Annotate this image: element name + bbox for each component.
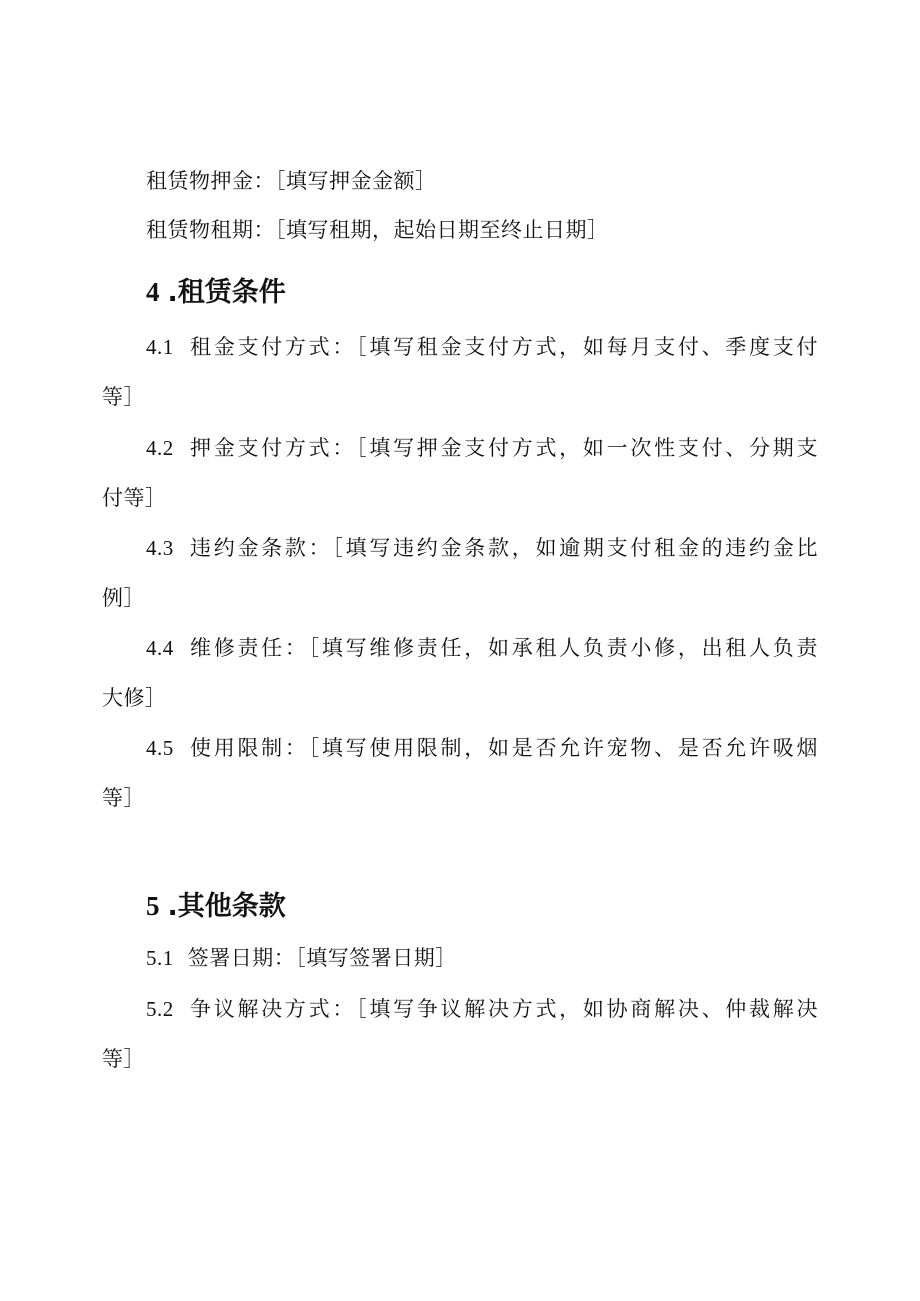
clause-5-1-number: 5.1 [146,946,174,970]
clause-4-4 [146,633,818,663]
clause-4-2-number: 4.2 [146,436,174,460]
clause-4-1-text: 租金支付方式：［填写租金支付方式，如每月支付、季度支付 [187,335,818,359]
section-5-number: 5 [146,891,160,921]
clause-4-4-text: 维修责任：［填写维修责任，如承租人负责小修，出租人负责 [187,636,818,660]
clause-4-2-continuation: 付等］ [102,486,167,510]
clause-4-4-continuation: 大修］ [102,686,167,710]
clause-4-2 [146,433,818,463]
clause-4-5-continuation: 等］ [102,786,145,810]
clause-5-2-continuation: 等］ [102,1047,145,1071]
clause-4-3-continuation: 例］ [102,586,145,610]
clause-5-2-text: 争议解决方式：［填写争议解决方式，如协商解决、仲裁解决 [187,997,818,1021]
deposit-label: 租赁物押金： [146,169,275,193]
clause-4-1-number: 4.1 [146,335,174,359]
deposit-line [146,166,437,196]
clause-4-1 [146,332,818,362]
term-line [146,215,609,245]
clause-4-3-number: 4.3 [146,536,174,560]
term-value: ［填写租期，起始日期至终止日期］ [275,218,609,242]
deposit-value: ［填写押金金额］ [275,169,437,193]
section-5-heading [146,889,286,924]
clause-4-4-number: 4.4 [146,636,174,660]
clause-4-5 [146,733,818,763]
clause-4-5-number: 4.5 [146,736,174,760]
clause-5-2-number: 5.2 [146,997,174,1021]
section-4-number: 4 [146,277,160,307]
clause-4-2-text: 押金支付方式：［填写押金支付方式，如一次性支付、分期支 [187,436,818,460]
clause-5-1 [146,943,457,973]
clause-4-3 [146,533,818,563]
section-4-title: .租赁条件 [167,277,286,308]
clause-4-5-text: 使用限制：［填写使用限制，如是否允许宠物、是否允许吸烟 [187,736,818,760]
term-label: 租赁物租期： [146,218,275,242]
section-4-heading [146,275,286,310]
clause-4-3-text: 违约金条款：［填写违约金条款，如逾期支付租金的违约金比 [187,536,818,560]
clause-5-1-text: 签署日期：［填写签署日期］ [187,946,457,970]
section-5-title: .其他条款 [167,891,286,922]
clause-5-2 [146,994,818,1024]
clause-4-1-continuation: 等］ [102,385,145,409]
